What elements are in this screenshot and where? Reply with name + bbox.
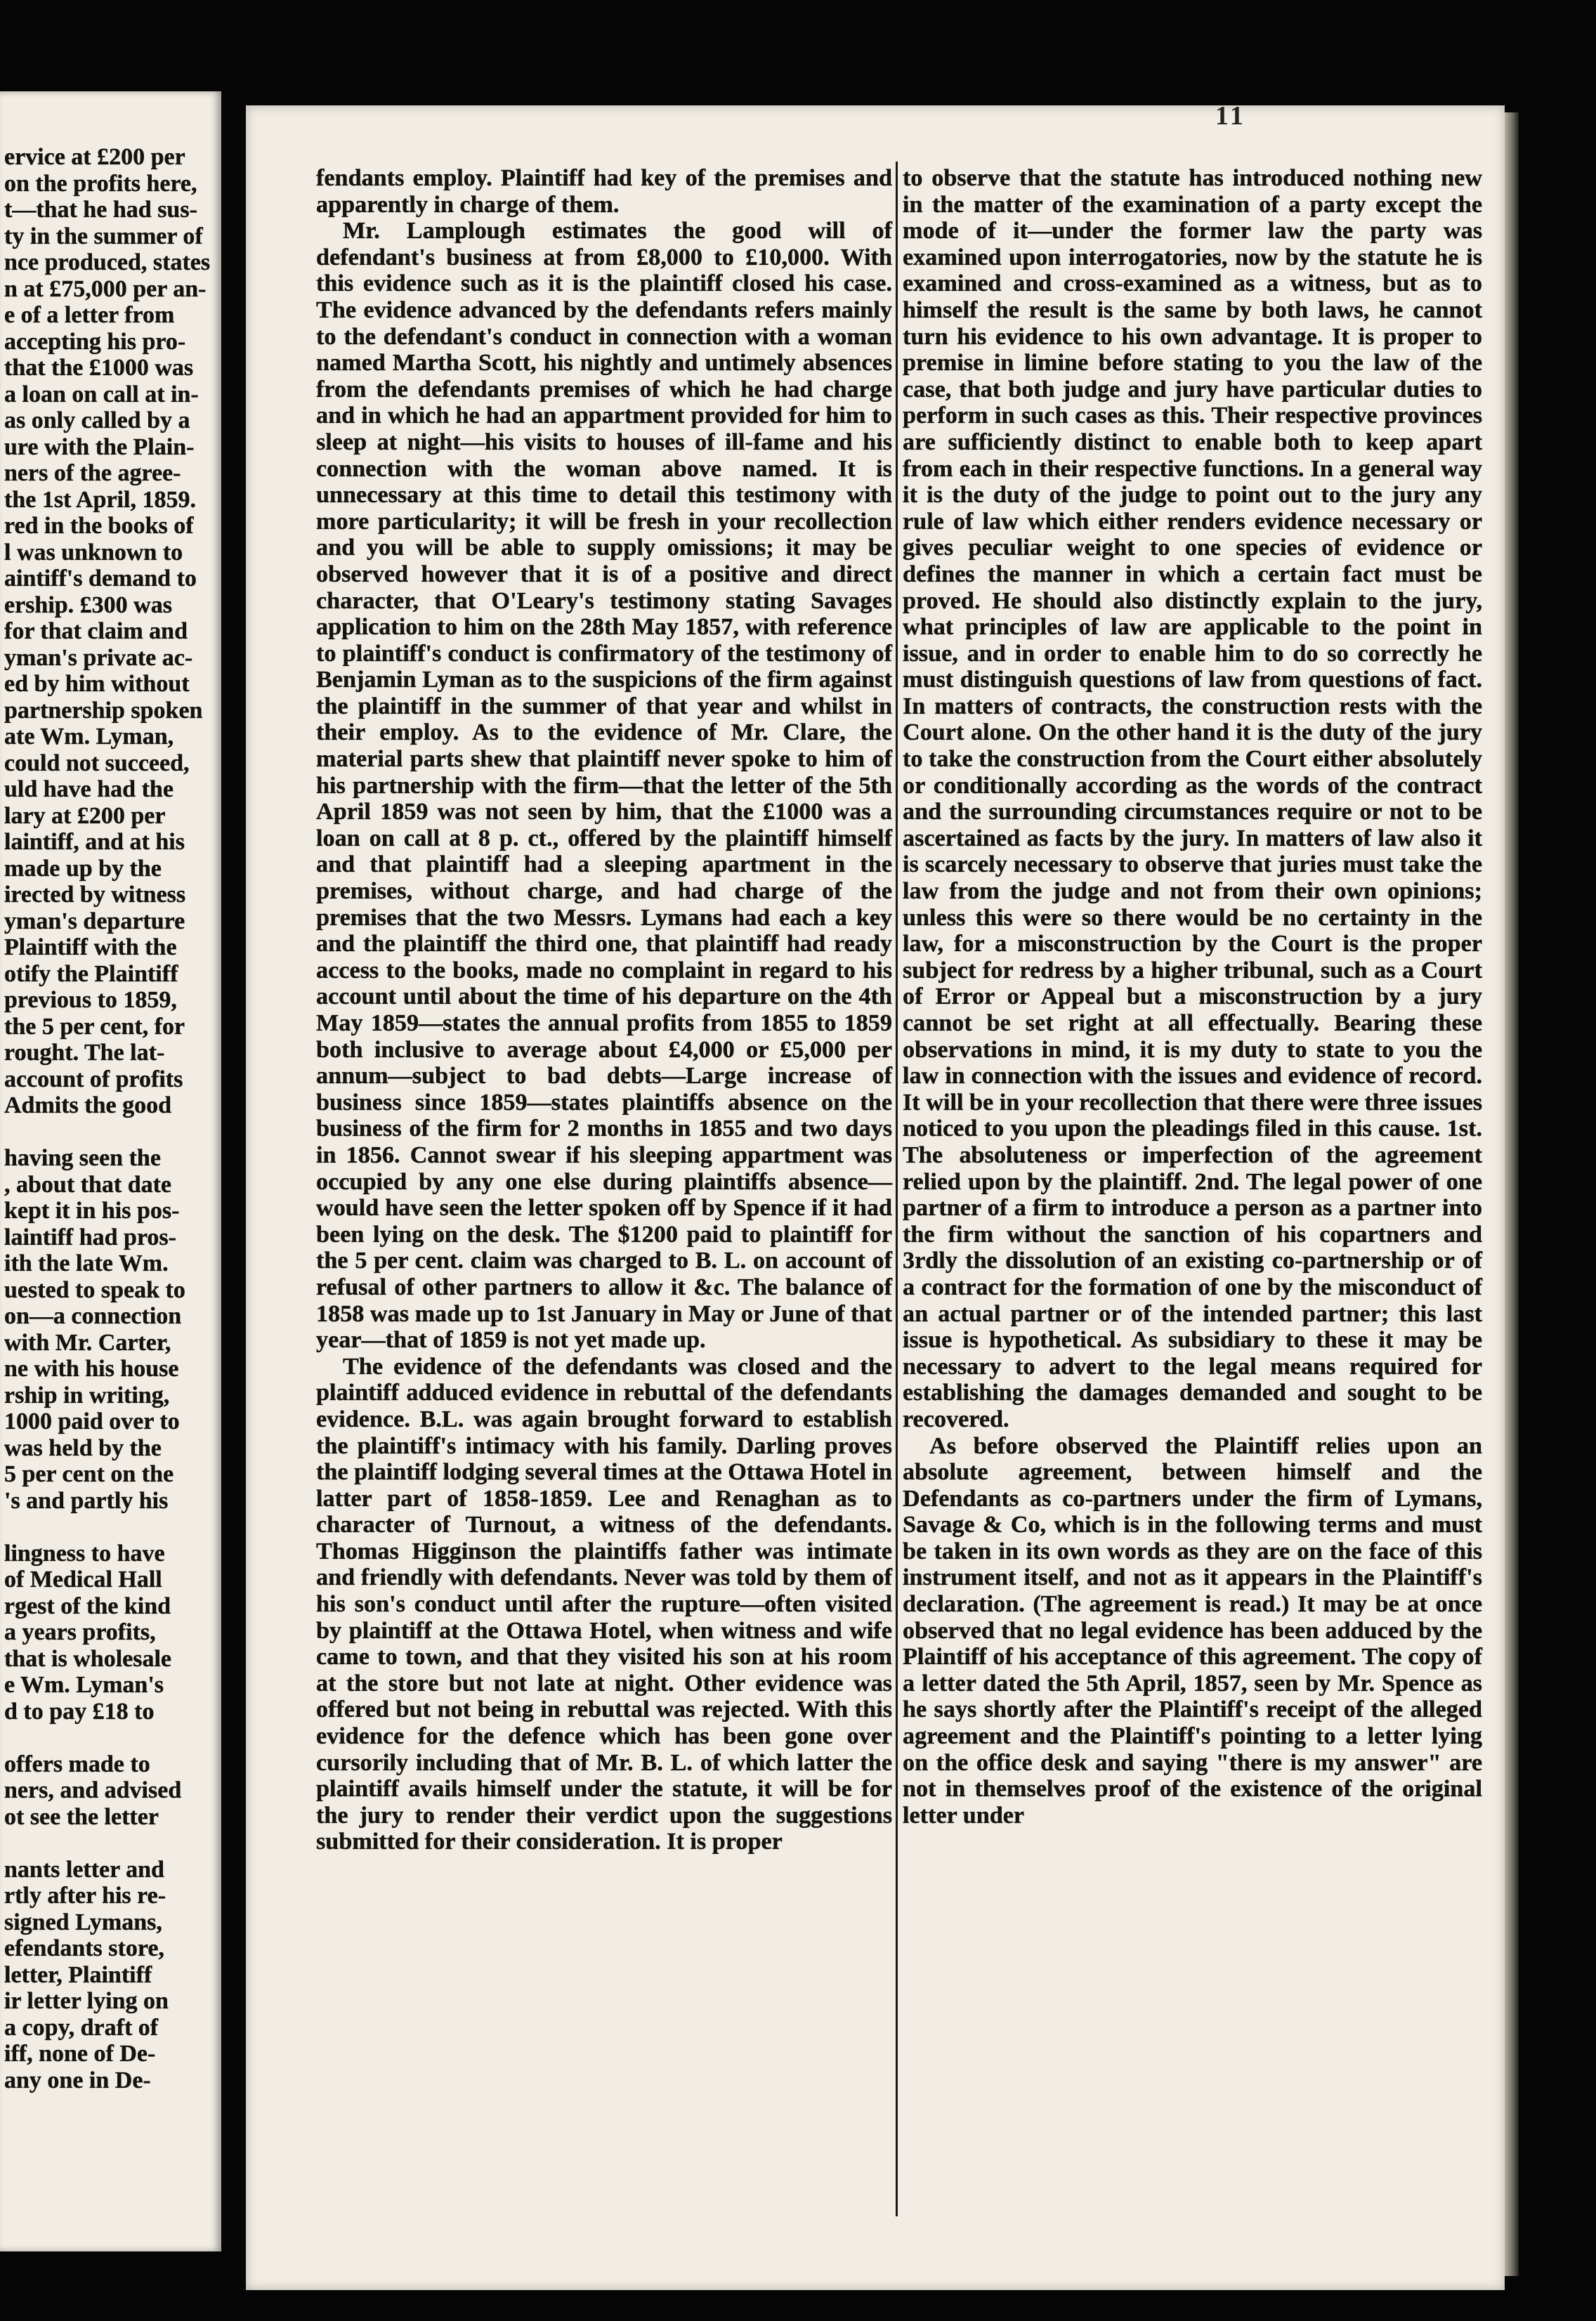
fragment-line: nce produced, states [4,249,211,275]
fragment-line: 1000 paid over to [4,1408,180,1434]
paragraph: The evidence of the defendants was closed and the plaintiff adduced evidence in rebuttal of the defendants evidence. B.L. was again brought forward to establish the plaintiff's intimacy with his family. Darling proves the plaintiff lodging several times at the Ottawa Hotel in latter part of 1858-1859. Lee and Renaghan as to character of Turnout, a witness of the defendants. Thomas Higginson the plaintiffs father was intimate and friendly with defendants. Never was told by them of his son's conduct until after the rupture—often visited by plaintiff at the Ottawa Hotel, when witness and wife came to town, and that they visited his son at his room at the store but not late at night. Other evidence was offered but not being in rebuttal was rejected. With this evidence for the defence which has been gone over cursorily including that of Mr. B. L. of which latter the plaintiff avails himself under the statute, it will be for the jury to render their verdict upon the suggestions submitted for their consideration. It is proper [316,1353,892,1855]
fragment-line: letter, Plaintiff [4,1961,152,1988]
fragment-line: laintiff had pros- [4,1224,176,1250]
fragment-line: accepting his pro- [4,328,186,355]
fragment-line: t—that he had sus- [4,197,197,223]
fragment-line: ners of the agree- [4,460,181,486]
fragment-line: ership. £300 was [4,591,172,618]
fragment-line: aintiff's demand to [4,565,197,591]
fragment-line: l was unknown to [4,539,183,565]
paragraph: fendants employ. Plaintiff had key of the premises and apparently in charge of them. [316,165,892,218]
fragment-line: rtly after his re- [4,1883,166,1909]
fragment-line: nants letter and [4,1856,164,1883]
fragment-line: for that claim and [4,618,188,644]
fragment-line: ne with his house [4,1356,179,1382]
fragment-line: , about that date [4,1171,172,1198]
fragment-line: any one in De- [4,2067,151,2093]
paragraph: As before observed the Plaintiff relies upon an absolute agreement, between himself and the Defendants as co-partners under the firm of Lymans, Savage & Co, which is in the following terms and must be taken in its own words as they are on the face of this instrument itself, and not as it appears in the Plaintiff's declaration. (The agreement is read.) It may be at once observed that no legal evidence has been adduced by the Plaintiff of his acceptance of this agreement. The copy of a letter dated the 5th April, 1857, seen by Mr. Spence as he says shortly after the Plaintiff's receipt of the alleged agreement and the Plaintiff's pointing to a letter lying on the office desk and saying "there is my answer" are not in themselves proof of the existence of the original letter under [903,1432,1482,1829]
fragment-line: e Wm. Lyman's [4,1672,164,1698]
fragment-line: rought. The lat- [4,1040,165,1066]
column-b [903,165,1482,1829]
fragment-line: on the profits here, [4,170,197,197]
fragment-line: efendants store, [4,1935,164,1961]
fragment-line: ir letter lying on [4,1988,169,2014]
fragment-line: lingness to have [4,1540,165,1567]
fragment-line: partnership spoken [4,697,203,724]
fragment-line: lary at £200 per [4,802,166,829]
fragment-line: yman's departure [4,908,185,934]
paragraph: Mr. Lamplough estimates the good will of defendant's business at from £8,000 to £10,000. With this evidence such as it is the plaintiff closed his case. The evidence advanced by the defendants refers mainly to the defendant's conduct in connection with a woman named Martha Scott, his nightly and untimely absences from the defendants premises of which he had charge and in which he had an appartment provided for him to sleep at night—his visits to houses of ill-fame and his connection with the woman above named. It is unnecessary at this time to detail this testimony with more particularity; it will be fresh in your recollection and you will be able to supply omissions; it may be observed however that it is of a positive and direct character, that O'Leary's testimony stating Savages application to him on the 28th May 1857, with reference to plaintiff's conduct is confirmatory of the testimony of Benjamin Lyman as to the suspicions of the firm against the plaintiff in the summer of that year and whilst in their employ. As to the evidence of Mr. Clare, the material parts shew that plaintiff never spoke to him of his partnership with the firm—that the letter of the 5th April 1859 was not seen by him, that the £1000 was a loan on call at 8 p. ct., offered by the plaintiff himself and that plaintiff had a sleeping apartment in the premises, without charge, and had charge of the premises that the two Messrs. Lymans had each a key and the plaintiff the third one, that plaintiff had ready access to the books, made no complaint in regard to his account until about the time of his departure on the 4th May 1859—states the annual profits from 1855 to 1859 both inclusive to average about £4,000 or £5,000 per annum—subject to bad debts—Large increase of business since 1859—states plaintiffs absence on the business of the firm for 2 months in 1855 and two days in 1856. Cannot swear if his sleeping appartment was occupied by any one else during plaintiffs absence—would have seen the letter spoken off by Spence if it had been lying on the desk. The $1200 paid to plaintiff for the 5 per cent. claim was charged to B. L. on account of refusal of other partners to allow it &c. The balance of 1858 was made up to 1st January in May or June of that year—that of 1859 is not yet made up. [316,218,892,1354]
fragment-line: previous to 1859, [4,987,177,1013]
fragment-line: ith the late Wm. [4,1250,169,1276]
fragment-line: a copy, draft of [4,2014,159,2041]
page-number: 11 [1215,105,1246,131]
fragment-line: irected by witness [4,882,186,908]
binding-edge [1505,112,1519,2276]
fragment-line: kept it in his pos- [4,1198,180,1224]
fragment-line: a loan on call at in- [4,381,199,407]
column-rule [896,162,898,2216]
fragment-line: ate Wm. Lyman, [4,724,174,750]
fragment-line: e of a letter from [4,302,175,328]
fragment-line: ure with the Plain- [4,433,195,460]
fragment-line: n at £75,000 per an- [4,275,207,302]
fragment-line: 's and partly his [4,1487,169,1514]
fragment-gap [4,1119,215,1146]
fragment-line: with Mr. Carter, [4,1329,171,1356]
fragment-line: that the £1000 was [4,355,194,381]
fragment-line: d to pay £18 to [4,1698,155,1725]
fragment-line: signed Lymans, [4,1909,162,1935]
fragment-gap [4,1725,215,1751]
fragment-line: uld have had the [4,776,174,802]
fragment-line: that is wholesale [4,1645,171,1672]
fragment-line: ty in the summer of [4,223,203,249]
fragment-line: as only called by a [4,407,190,433]
fragment-line: a years profits, [4,1619,156,1645]
fragment-line: the 5 per cent, for [4,1013,185,1040]
fragment-gap [4,1830,215,1857]
fragment-line: ners, and advised [4,1777,182,1803]
fragment-line: on—a connection [4,1303,182,1329]
newspaper-page [246,105,1505,2290]
fragment-line: having seen the [4,1145,161,1171]
fragment-line: rship in writing, [4,1382,170,1408]
fragment-line: rgest of the kind [4,1593,171,1619]
fragment-line: was held by the [4,1434,162,1461]
fragment-line: of Medical Hall [4,1567,162,1593]
fragment-line: the 1st April, 1859. [4,486,196,513]
fragment-line: otify the Plaintiff [4,960,178,987]
facing-page-fragment [0,91,221,2251]
fragment-line: yman's private ac- [4,644,193,671]
fragment-line: made up by the [4,855,162,882]
left-column-fragment [4,144,215,2093]
fragment-line: could not succeed, [4,750,190,776]
fragment-line: uested to speak to [4,1276,185,1303]
column-a [316,165,892,1855]
fragment-line: offers made to [4,1751,150,1777]
fragment-line: iff, none of De- [4,2041,156,2067]
fragment-line: red in the books of [4,513,194,539]
fragment-line: ervice at £200 per [4,144,185,170]
fragment-line: Admits the good [4,1092,172,1118]
fragment-gap [4,1514,215,1541]
fragment-line: 5 per cent on the [4,1461,174,1487]
fragment-line: ed by him without [4,671,190,697]
fragment-line: ot see the letter [4,1803,159,1830]
fragment-line: account of profits [4,1066,183,1092]
fragment-line: Plaintiff with the [4,934,177,960]
fragment-line: laintiff, and at his [4,829,185,855]
paragraph: to observe that the statute has introduced nothing new in the matter of the examination of a party except the mode of it—under the former law the party was examined upon interrogatories, now by the statute he is examined and cross-examined as a witness, but as to himself the result is the same by both laws, he cannot turn his evidence to his own advantage. It is proper to premise in limine before stating to you the law of the case, that both judge and jury have particular duties to perform in such cases as this. Their respective provinces are sufficiently distinct to enable both to keep apart from each in their respective functions. In a general way it is the duty of the judge to point out to the jury any rule of law which either renders evidence necessary or gives peculiar weight to one species of evidence or defines the manner in which a certain fact must be proved. He should also distinctly explain to the jury, what principles of law are applicable to the point in issue, and in order to enable him to do so correctly he must distinguish questions of law from questions of fact. In matters of contracts, the construction rests with the Court alone. On the other hand it is the duty of the jury to take the construction from the Court either absolutely or conditionally according as the words of the contract and the surrounding circumstances require or not to be ascertained as facts by the jury. In matters of law also it is scarcely necessary to observe that juries must take the law from the judge and not from their own opinions; unless this were so there would be no certainty in the law, for a misconstruction by the Court is the proper subject for redress by a higher tribunal, such as a Court of Error or Appeal but a misconstruction by a jury cannot be set right at all effectually. Bearing these observations in mind, it is my duty to state to you the law in connection with the issues and evidence of record. It will be in your recollection that there were three issues noticed to you upon the pleadings filed in this cause. 1st. The absoluteness or imperfection of the agreement relied upon by the plaintiff. 2nd. The legal power of one partner of a firm to introduce a person as a partner into the firm without the sanction of his copartners and 3rdly the dissolution of an existing co-partnership or of a contract for the formation of one by the misconduct of an actual partner or of the intended partner; this last issue is hypothetical. As subsidiary to these it may be necessary to advert to the legal means required for establishing the damages demanded and sought to be recovered. [903,165,1482,1432]
